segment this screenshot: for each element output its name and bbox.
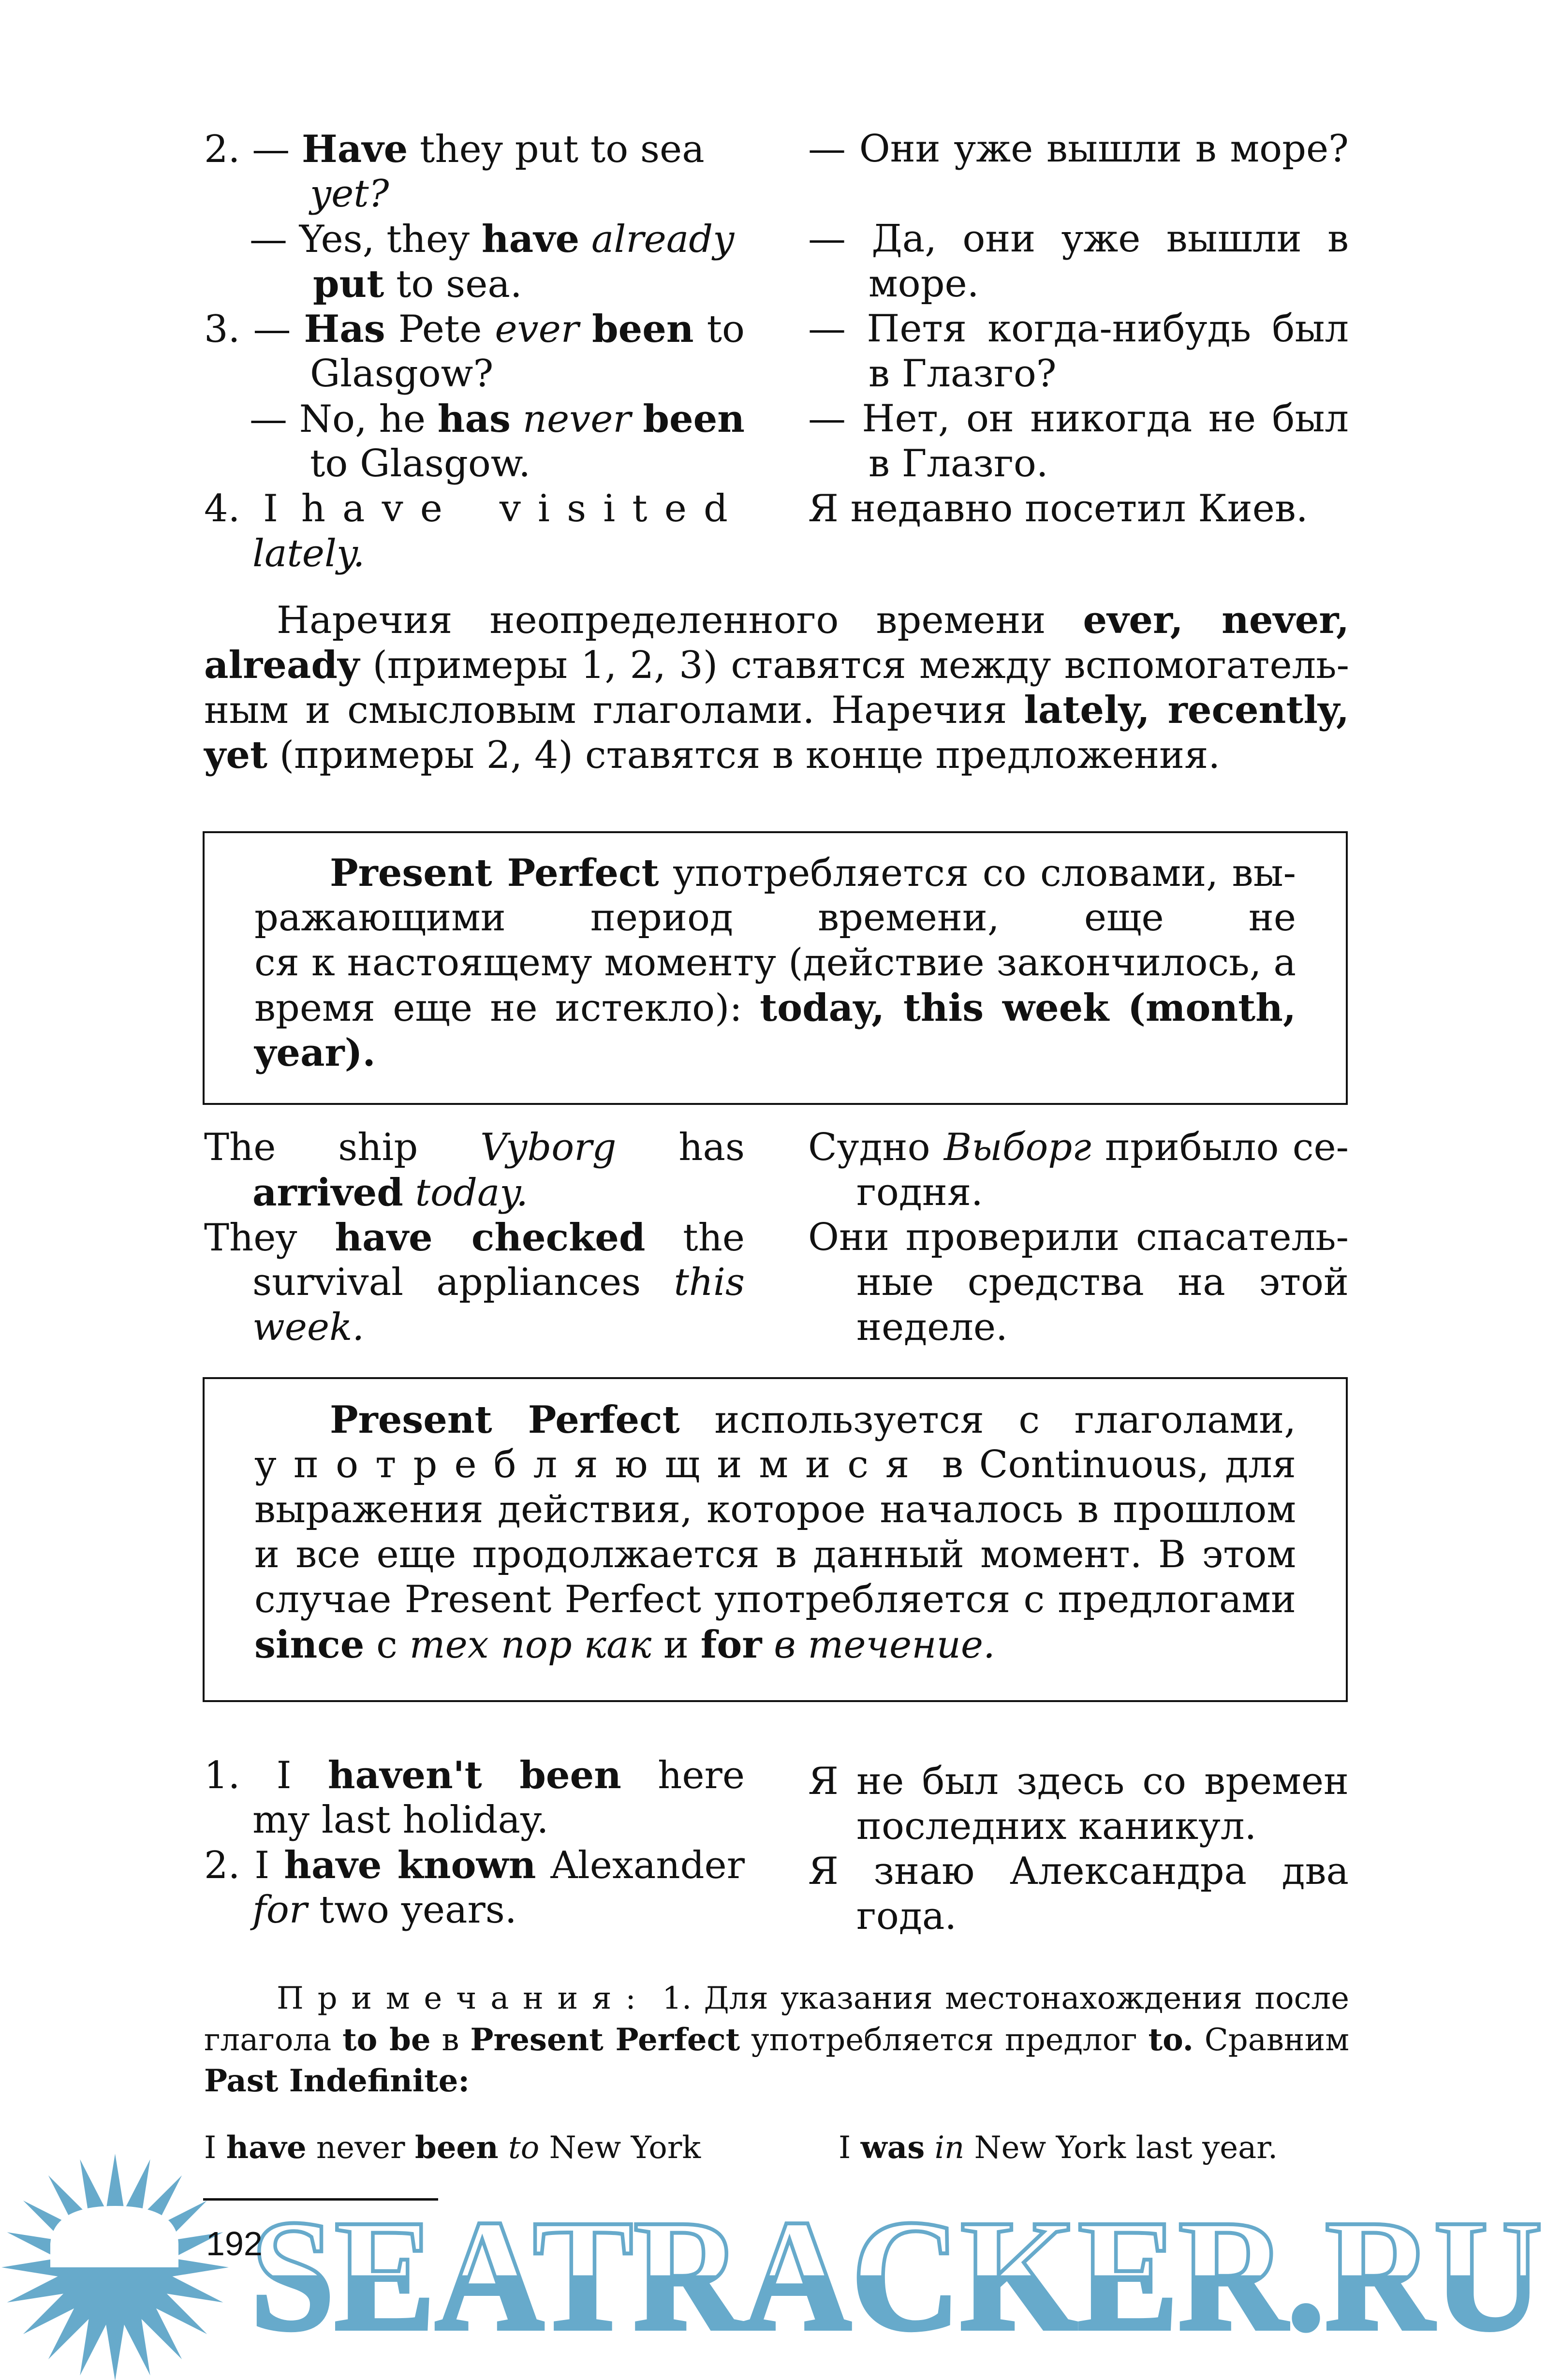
text-segment: 3. — <box>204 308 304 351</box>
text-segment: I <box>204 2130 226 2166</box>
text-segment: two years. <box>307 1888 517 1932</box>
examples-block-c-russian <box>808 1759 1349 1939</box>
text-line <box>254 1532 1296 1577</box>
text-line <box>254 940 1296 985</box>
text-segment: Сравним <box>1204 2022 1349 2058</box>
rule-box-non-continuous-verbs <box>203 1377 1348 1702</box>
text-segment: today. <box>415 1171 528 1215</box>
text-line <box>204 598 1349 643</box>
text-segment: Present Perfect <box>330 1398 680 1442</box>
text-line <box>808 1170 1349 1215</box>
text-line <box>204 217 745 262</box>
text-segment: for <box>252 1888 308 1932</box>
text-line <box>204 2019 1349 2060</box>
text-line <box>808 1759 1349 1804</box>
text-segment: have known <box>284 1843 536 1887</box>
text-segment: прибыло се- <box>1091 1126 1349 1169</box>
text-segment: been <box>592 307 694 351</box>
text-segment: year). <box>254 1031 376 1075</box>
text-segment: this <box>674 1261 745 1304</box>
text-segment: Glasgow? <box>310 352 494 396</box>
text-segment: today, this week (month, <box>760 986 1296 1030</box>
text-segment: for <box>700 1623 762 1667</box>
text-segment: употребляется со словами, вы- <box>659 852 1296 895</box>
text-line <box>204 643 1349 688</box>
text-line <box>254 1030 1296 1075</box>
examples-block-a-russian <box>808 127 1349 531</box>
text-segment: время еще не истекло): <box>254 986 760 1030</box>
text-segment: has <box>437 397 511 441</box>
text-segment: never <box>522 397 631 441</box>
text-segment <box>579 218 591 261</box>
examples-block-c-english <box>204 1753 745 1933</box>
text-segment: They <box>204 1216 335 1260</box>
text-segment <box>579 308 592 351</box>
text-segment: been <box>414 2130 499 2166</box>
text-segment: случае Present Perfect употребляется с предлогами <box>254 1578 1296 1621</box>
text-segment: Судно <box>808 1126 944 1169</box>
text-line <box>808 441 1349 486</box>
text-segment: и все еще продолжается в данный момент. В этом <box>254 1533 1296 1576</box>
examples-block-a-english <box>204 127 745 576</box>
text-line <box>204 688 1349 733</box>
text-segment: в <box>430 2022 471 2058</box>
text-segment: have <box>481 217 580 261</box>
text-segment: lately, recently, <box>1024 688 1349 732</box>
text-segment: 1. I <box>204 1754 328 1797</box>
text-segment: Present Perfect <box>330 851 659 895</box>
text-line <box>254 851 1296 896</box>
text-segment: последних каникул. <box>856 1805 1257 1848</box>
text-segment: в Continuous, для <box>926 1443 1296 1486</box>
text-segment: употребляющимися <box>254 1443 927 1486</box>
text-segment: ные средства на этой <box>856 1261 1349 1304</box>
text-line <box>204 1798 745 1843</box>
text-segment: ever, never, <box>1083 598 1349 642</box>
text-segment: — Петя когда-нибудь был <box>808 307 1349 351</box>
text-segment: Они проверили спасатель- <box>808 1216 1349 1259</box>
text-segment: с <box>364 1623 410 1667</box>
text-line <box>204 262 745 307</box>
text-line <box>204 441 745 486</box>
blank-line <box>808 172 1349 217</box>
adverbs-paragraph <box>204 598 1349 778</box>
text-line <box>808 1215 1349 1260</box>
text-segment: годня. <box>856 1171 983 1214</box>
text-line <box>204 1125 745 1170</box>
text-segment: haven't been <box>327 1753 621 1797</box>
text-line <box>808 127 1349 172</box>
text-segment: Past Indefinite: <box>204 2063 470 2099</box>
text-line <box>254 1622 1296 1667</box>
text-line <box>808 262 1349 307</box>
text-line <box>204 1753 745 1798</box>
text-segment: I <box>839 2130 861 2166</box>
text-line <box>204 1888 745 1933</box>
text-line <box>808 1804 1349 1849</box>
text-segment: года. <box>856 1895 957 1938</box>
text-segment: ся к настоящему моменту (действие закончилось, а <box>254 941 1296 984</box>
text-segment: неделе. <box>856 1306 1008 1349</box>
text-segment: to <box>508 2130 540 2166</box>
page-number: 192 <box>206 2225 263 2262</box>
text-segment: been <box>643 397 745 441</box>
text-segment: — Нет, он никогда не был <box>808 397 1349 441</box>
text-segment: Has <box>304 307 385 351</box>
text-segment: море. <box>869 262 979 306</box>
text-segment: — Да, они уже вышли в <box>808 217 1349 261</box>
text-segment: — Yes, they <box>250 218 482 261</box>
text-line <box>204 172 745 217</box>
note-section <box>204 1978 1349 2101</box>
text-segment: have visited <box>301 487 745 530</box>
text-segment: употребляется предлог <box>740 2022 1149 2058</box>
text-line <box>254 896 1296 940</box>
text-segment: here <box>621 1754 745 1797</box>
text-segment: выражения действия, которое началось в прошлом <box>254 1488 1296 1531</box>
text-segment: have checked <box>335 1216 646 1260</box>
text-segment <box>403 1171 415 1215</box>
text-segment: используется с глаголами, <box>679 1398 1296 1442</box>
text-line <box>254 1577 1296 1622</box>
text-segment: lately. <box>252 532 365 575</box>
text-segment: ever <box>495 308 579 351</box>
text-segment: New York last year. <box>964 2130 1278 2166</box>
text-line <box>204 127 745 172</box>
text-segment: 2. I <box>204 1844 284 1887</box>
text-line <box>808 307 1349 352</box>
text-segment: to sea. <box>384 263 522 306</box>
text-segment: и <box>651 1623 701 1667</box>
text-segment <box>631 397 643 441</box>
sun-icon <box>1 2154 229 2380</box>
watermark-logo <box>0 2147 1547 2380</box>
text-line <box>808 1260 1349 1305</box>
text-segment: в течение. <box>774 1623 995 1667</box>
text-segment: survival appliances <box>252 1261 674 1304</box>
text-segment: put <box>313 262 384 306</box>
text-segment: my last holiday. <box>252 1798 549 1842</box>
text-segment: have <box>226 2130 307 2166</box>
text-segment: to Glasgow. <box>310 442 531 485</box>
text-segment: Alexander <box>536 1844 745 1887</box>
text-line <box>204 1305 745 1350</box>
text-line <box>808 486 1349 531</box>
text-segment <box>762 1623 774 1667</box>
rule-box-time-period <box>203 831 1348 1105</box>
watermark-text: SEATRACKER.RU <box>250 2187 1543 2364</box>
text-line <box>254 1442 1296 1487</box>
text-segment: yet <box>204 733 267 777</box>
text-line <box>808 1849 1349 1894</box>
text-segment: Выборг <box>943 1126 1091 1169</box>
text-segment: 4. I <box>204 487 301 530</box>
text-segment: Примечания: <box>277 1981 650 2016</box>
text-segment: Наречия неопределенного времени <box>277 599 1083 642</box>
text-line <box>204 2060 1349 2101</box>
text-segment: глагола <box>204 2022 343 2058</box>
text-segment: The ship <box>204 1126 481 1169</box>
text-line <box>204 531 745 576</box>
text-line <box>204 307 745 352</box>
text-line <box>808 217 1349 262</box>
text-segment: to <box>693 308 745 351</box>
text-line <box>254 1487 1296 1532</box>
text-line <box>254 1397 1296 1442</box>
text-line <box>204 397 745 441</box>
text-segment: в Глазго. <box>869 442 1048 485</box>
text-line <box>254 985 1296 1030</box>
text-segment: 1. Для указания местонахождения после <box>649 1981 1349 2016</box>
text-line <box>204 1170 745 1215</box>
text-segment: — No, he <box>250 397 438 441</box>
text-segment: 2. — <box>204 128 302 171</box>
text-segment: in <box>934 2130 965 2166</box>
text-line <box>204 486 745 531</box>
text-segment: в Глазго? <box>869 352 1057 396</box>
text-segment: yet? <box>310 172 389 216</box>
text-line <box>204 1978 1349 2019</box>
text-segment: Pete <box>385 308 495 351</box>
text-segment: never <box>306 2130 415 2166</box>
text-segment: since <box>254 1623 365 1667</box>
text-segment: to. <box>1148 2022 1193 2058</box>
text-line <box>808 1125 1349 1170</box>
text-segment: has <box>616 1126 745 1169</box>
text-segment <box>511 397 523 441</box>
text-segment: тех пор как <box>409 1623 652 1667</box>
text-segment: Vyborg <box>480 1126 617 1169</box>
text-segment: ражающими период времени, еще не <box>254 896 1296 940</box>
text-line <box>204 1215 745 1260</box>
examples-block-b-russian <box>808 1125 1349 1350</box>
text-segment: week. <box>252 1306 365 1349</box>
text-segment: Я недавно посетил Киев. <box>808 487 1308 530</box>
text-segment: Я знаю Александра два <box>808 1850 1349 1893</box>
text-line <box>808 397 1349 441</box>
text-line <box>808 352 1349 397</box>
text-segment: to be <box>342 2022 431 2058</box>
text-segment: New York <box>539 2130 701 2166</box>
text-line <box>204 352 745 397</box>
text-segment: was <box>860 2130 925 2166</box>
text-segment: already <box>204 643 360 687</box>
text-line <box>204 1843 745 1888</box>
text-line <box>808 1894 1349 1939</box>
text-segment: (примеры 2, 4) ставятся в конце предложения. <box>267 734 1221 777</box>
text-segment: they put to sea <box>408 128 705 171</box>
text-line <box>808 1305 1349 1350</box>
examples-block-b-english <box>204 1125 745 1350</box>
text-segment: Present Perfect <box>470 2022 740 2058</box>
text-line <box>204 1260 745 1305</box>
text-segment: Я не был здесь со времен <box>808 1760 1349 1803</box>
text-segment: already <box>591 218 735 261</box>
text-segment: — Они уже вышли в море? <box>808 127 1349 171</box>
text-line <box>204 733 1349 778</box>
text-segment: arrived <box>252 1171 403 1215</box>
text-segment: the <box>645 1216 745 1260</box>
text-segment: (примеры 1, 2, 3) ставятся между вспомогатель- <box>359 644 1349 687</box>
text-segment: ным и смысловым глаголами. Наречия <box>204 689 1024 732</box>
text-segment: Have <box>302 127 408 171</box>
